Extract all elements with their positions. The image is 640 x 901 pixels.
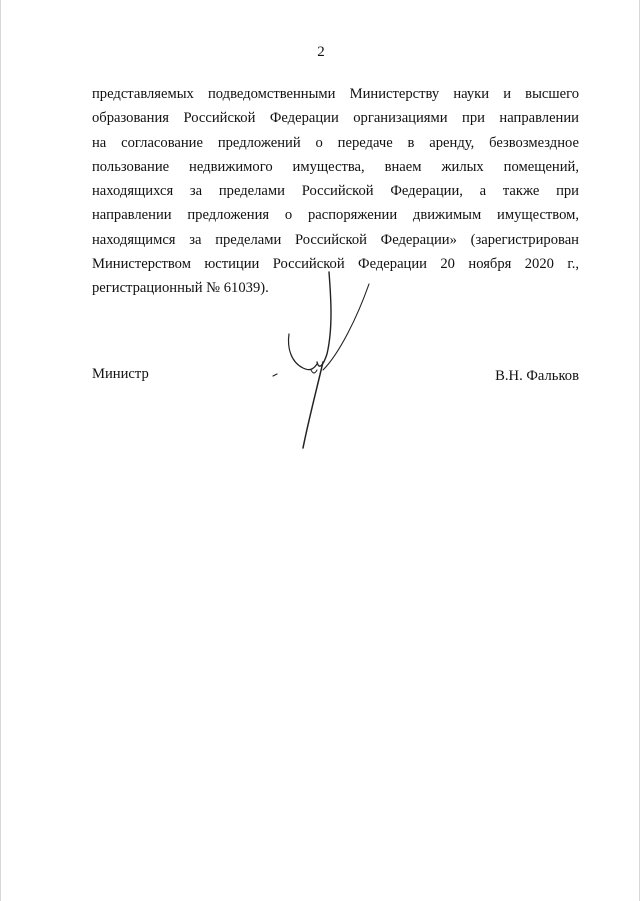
signatory-name: В.Н. Фальков — [495, 368, 579, 384]
text-line: Министерством юстиции Российской Федерации 20 ноября 2020 г., — [92, 256, 579, 273]
text-line: на согласование предложений о передаче в аренду, безвозмездное — [92, 134, 579, 151]
signatory-title: Министр — [92, 366, 149, 382]
text-line: пользование недвижимого имущества, внаем жилых помещений, — [92, 158, 579, 175]
text-line: направлении предложения о распоряжении движимым имуществом, — [92, 207, 579, 224]
page-number: 2 — [317, 44, 325, 60]
text-line: регистрационный № 61039). — [92, 280, 269, 297]
text-line: представляемых подведомственными Министерству науки и высшего — [92, 86, 579, 102]
text-line: образования Российской Федерации организациями при направлении — [92, 110, 579, 127]
text-line: находящихся за пределами Российской Федерации, а также при — [92, 183, 579, 200]
signature-block — [92, 364, 579, 388]
handwritten-signature — [259, 258, 379, 458]
text-line: находящимся за пределами Российской Федерации» (зарегистрирован — [92, 231, 579, 248]
